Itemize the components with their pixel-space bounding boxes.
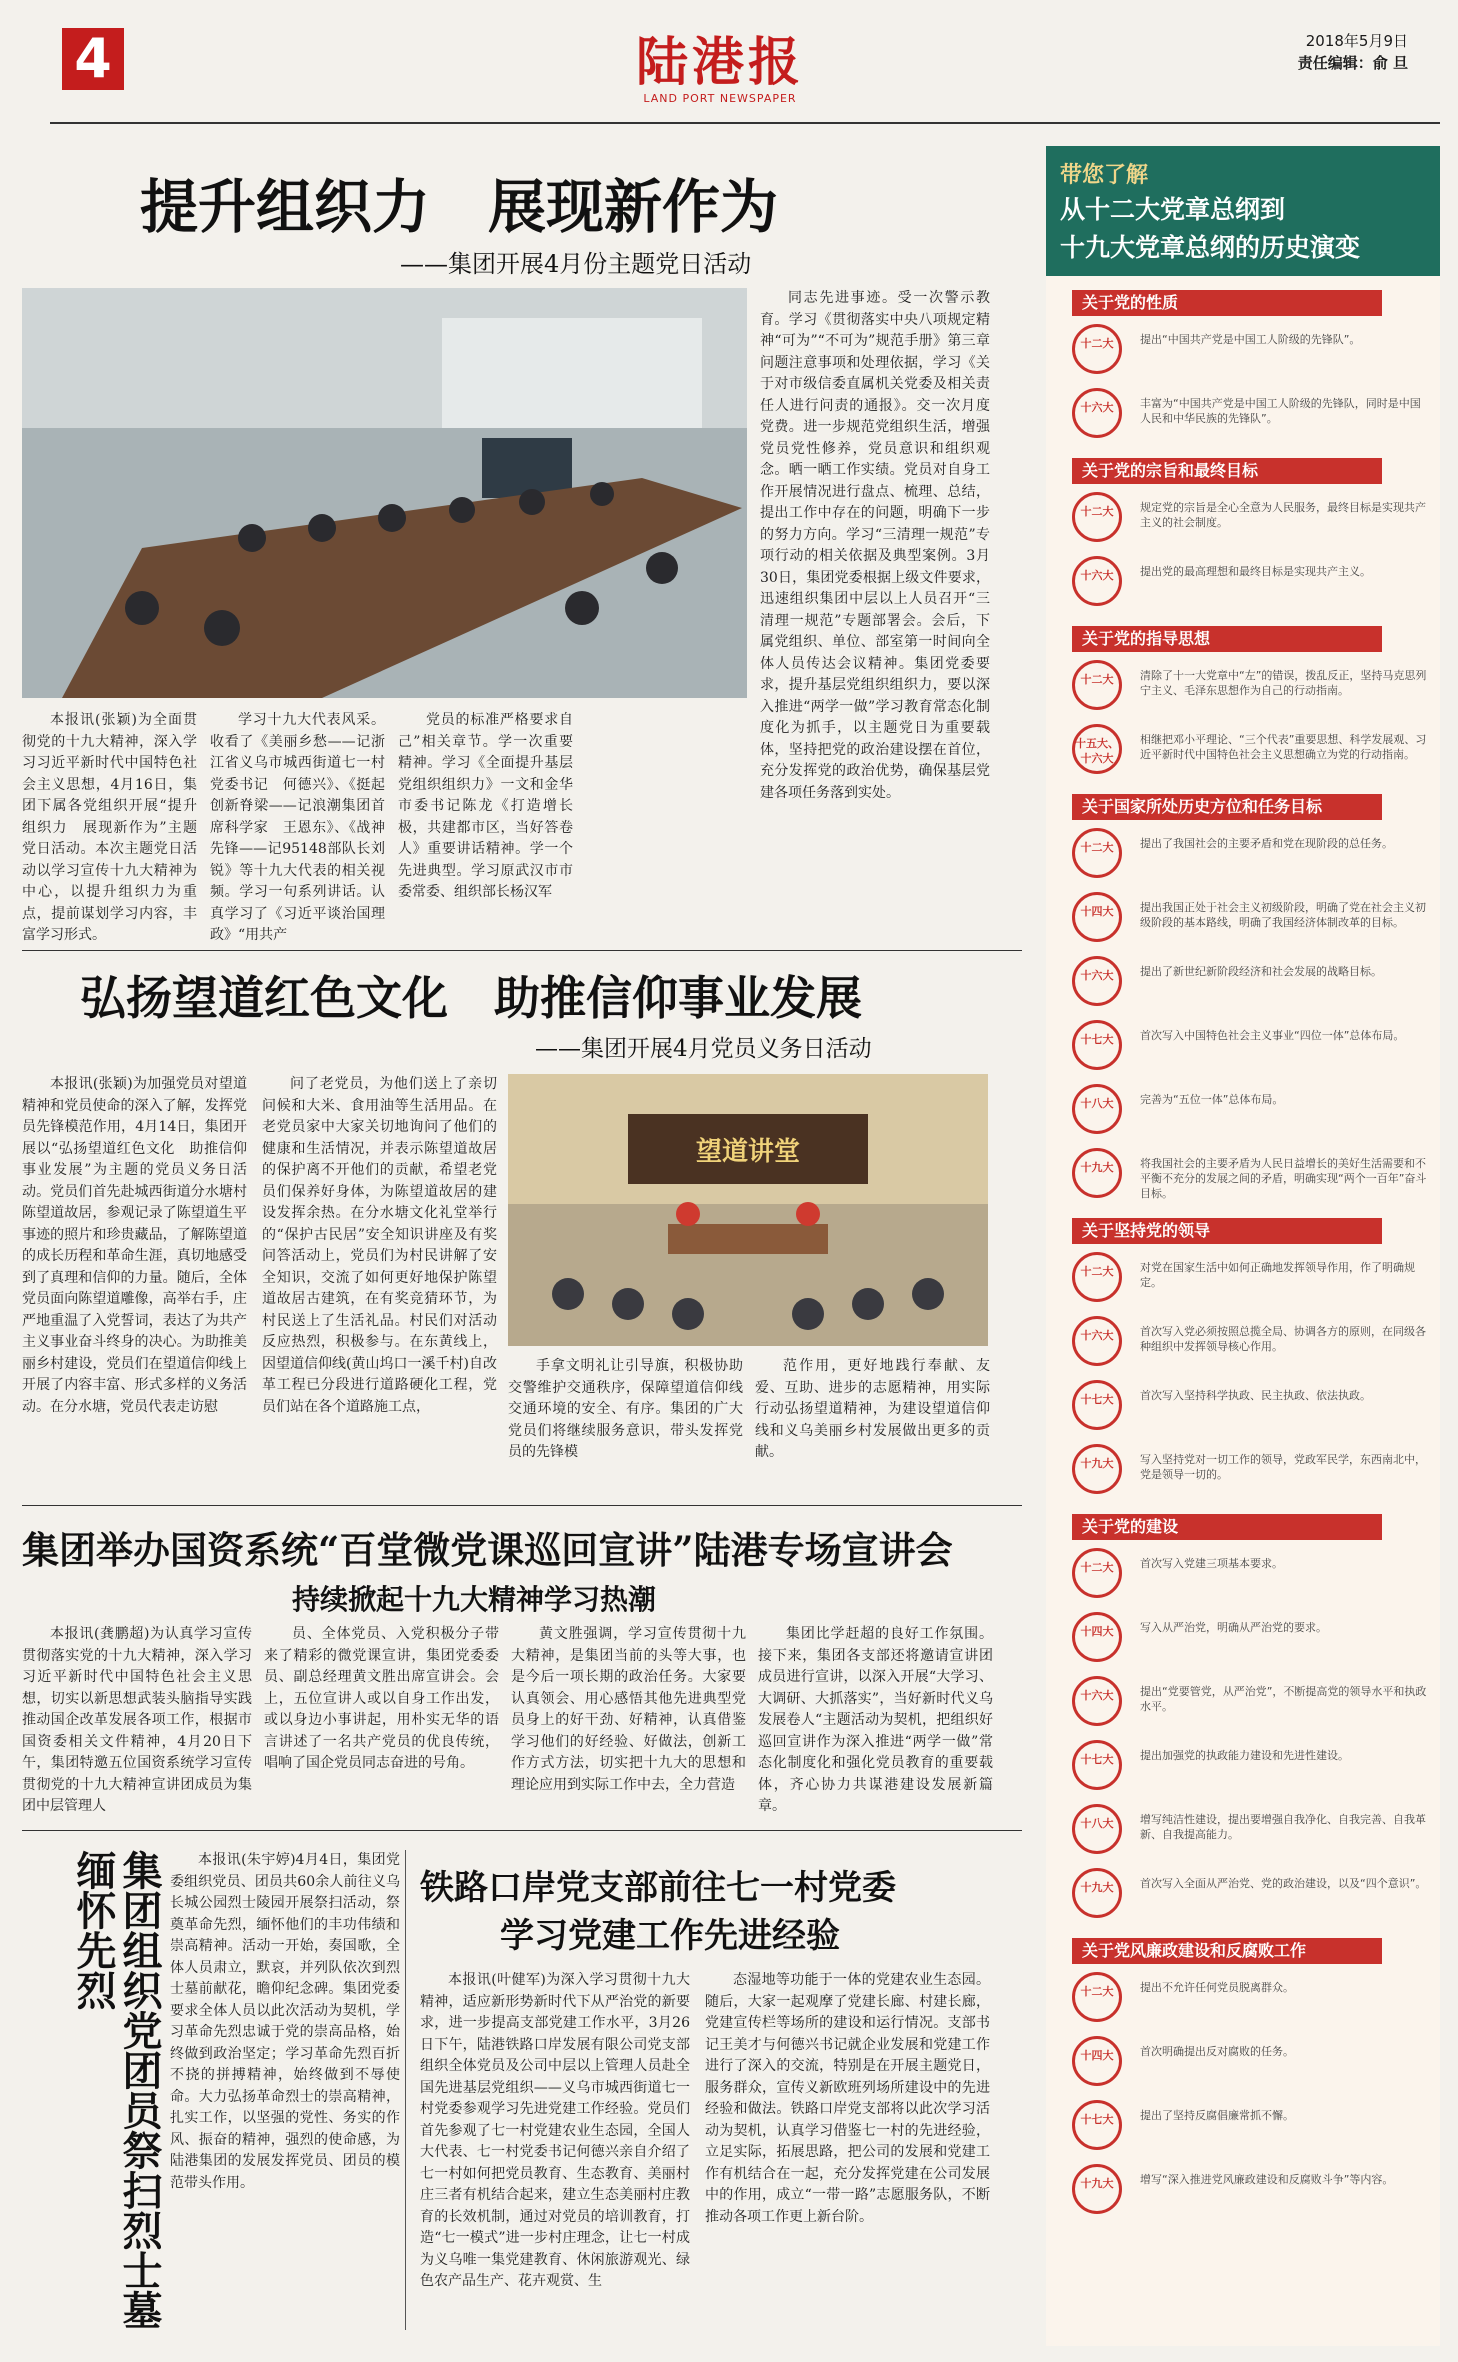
party-seal-icon: 十六大 xyxy=(1072,1676,1122,1726)
sidebar-item-text: 提出加强党的执政能力建设和先进性建设。 xyxy=(1140,1749,1349,1762)
party-seal-icon: 十二大 xyxy=(1072,492,1122,542)
sidebar-item-text: 提出了坚持反腐倡廉常抓不懈。 xyxy=(1140,2109,1294,2122)
newspaper-logo: 陆港报 xyxy=(635,32,804,93)
article3-col1: 本报讯(龚鹏超)为认真学习宣传贯彻落实党的十九大精神，深入学习习近平新时代中国特色社会主义思想，切实以新思想武装头脑指导实践推动国企改革发展各项工作，根据市国资委相关文件精神，4月20日下午，集团特邀五位国资系统学习宣传贯彻党的十九大精神宣讲团成员为集团中层管理人 xyxy=(22,1626,252,1814)
sidebar-item-text: 提出我国正处于社会主义初级阶段，明确了党在社会主义初级阶段的基本路线，明确了我国经济体制改革的目标。 xyxy=(1140,901,1426,929)
party-seal-icon: 十七大 xyxy=(1072,1020,1122,1070)
article1-col1: 本报讯(张颖)为全面贯彻党的十九大精神，深入学习习近平新时代中国特色社会主义思想，4月16日，集团下属各党组织开展“提升组织力 展现新作为”主题党日活动。本次主题党日活动以学习宣传十九大精神为中心，以提升组织力为重点，提前谋划学习内容，丰富学习形式。 xyxy=(22,712,197,943)
party-seal-icon: 十六大 xyxy=(1072,956,1122,1006)
party-seal-icon: 十九大 xyxy=(1072,1868,1122,1918)
sidebar-section-title: 关于党的建设 xyxy=(1072,1514,1382,1540)
sidebar-tag: 带您了解 xyxy=(1060,162,1149,188)
lecture-hall-photo xyxy=(508,1074,988,1346)
responsible-editor: 责任编辑：俞 旦 xyxy=(1297,54,1408,72)
masthead-rule xyxy=(50,122,1440,124)
article1-subtitle: ——集团开展4月份主题党日活动 xyxy=(400,250,752,278)
sidebar-header xyxy=(1046,146,1440,276)
article2-subtitle: ——集团开展4月党员义务日活动 xyxy=(535,1036,872,1062)
article1-photo xyxy=(22,288,747,698)
sidebar-item-text: 提出党的最高理想和最终目标是实现共产主义。 xyxy=(1140,565,1371,578)
newspaper-logo-en: LAND PORT NEWSPAPER xyxy=(643,92,797,105)
party-seal-icon: 十六大 xyxy=(1072,556,1122,606)
party-seal-icon: 十二大 xyxy=(1072,660,1122,710)
divider xyxy=(22,1830,1022,1831)
party-seal-icon: 十七大 xyxy=(1072,2100,1122,2150)
sidebar-item-text: 首次写入党必须按照总揽全局、协调各方的原则，在同级各种组织中发挥领导核心作用。 xyxy=(1140,1325,1426,1353)
article2-col3: 手拿文明礼让引导旗，积极协助交警维护交通秩序，保障望道信仰线交通环境的安全、有序。集团的广大党员们将继续服务意识，带头发挥党员的先锋模 xyxy=(508,1358,743,1460)
party-seal-icon: 十二大 xyxy=(1072,324,1122,374)
issue-date: 2018年5月9日 xyxy=(1305,32,1408,50)
sidebar-section-title: 关于党风廉政建设和反腐败工作 xyxy=(1072,1938,1382,1964)
party-seal-icon: 十八大 xyxy=(1072,1084,1122,1134)
sidebar-item-text: 提出了我国社会的主要矛盾和党在现阶段的总任务。 xyxy=(1140,837,1393,850)
party-seal-icon: 十二大 xyxy=(1072,1252,1122,1302)
party-seal-icon: 十九大 xyxy=(1072,2164,1122,2214)
sidebar-title-line2: 十九大党章总纲的历史演变 xyxy=(1060,233,1361,262)
party-seal-icon: 十二大 xyxy=(1072,1972,1122,2022)
sidebar-item-text: 首次明确提出反对腐败的任务。 xyxy=(1140,2045,1294,2058)
article3-title: 集团举办国资系统“百堂微党课巡回宣讲”陆港专场宣讲会 xyxy=(22,1528,953,1572)
sidebar-section-title: 关于国家所处历史方位和任务目标 xyxy=(1072,794,1382,820)
sidebar-item-text: 丰富为“中国共产党是中国工人阶级的先锋队，同时是中国人民和中华民族的先锋队”。 xyxy=(1140,397,1421,425)
party-seal-icon: 十五大、十六大 xyxy=(1072,724,1122,774)
party-seal-icon: 十四大 xyxy=(1072,2036,1122,2086)
sidebar-item-text: 相继把邓小平理论、“三个代表”重要思想、科学发展观、习近平新时代中国特色社会主义思想确立为党的行动指南。 xyxy=(1140,733,1427,761)
sidebar-item-text: 写入从严治党，明确从严治党的要求。 xyxy=(1140,1621,1327,1634)
article1-title: 提升组织力 展现新作为 xyxy=(140,173,779,241)
party-constitution-sidebar xyxy=(1046,146,1440,2346)
sidebar-item-text: 增写“深入推进党风廉政建设和反腐败斗争”等内容。 xyxy=(1140,2173,1394,2186)
party-seal-icon: 十九大 xyxy=(1072,1148,1122,1198)
article2-col1: 本报讯(张颖)为加强党员对望道精神和党员使命的深入了解，发挥党员先锋模范作用，4月14日，集团开展以“弘扬望道红色文化 助推信仰事业发展”为主题的党员义务日活动。党员们首先赴城西街道分水塘村陈望道故居，参观记录了陈望道生平事迹的照片和珍贵藏品，了解陈望道的成长历程和革命生涯，真切地感受到了真理和信仰的力量。随后，全体党员面向陈望道雕像，高举右手，庄严地重温了入党誓词，表达了为共产主义事业奋斗终身的决心。为助推美丽乡村建设，党员们在望道信仰线上开展了内容丰富、形式多样的义务活动。在分水塘，党员代表走访慰 xyxy=(22,1076,247,1415)
party-seal-icon: 十四大 xyxy=(1072,1612,1122,1662)
sidebar-section-title: 关于党的指导思想 xyxy=(1072,626,1382,652)
sidebar-section-title: 关于党的性质 xyxy=(1072,290,1382,316)
meeting-room-photo xyxy=(22,288,747,698)
sidebar-item-text: 完善为“五位一体”总体布局。 xyxy=(1140,1093,1284,1106)
article5-title-line1: 铁路口岸党支部前往七一村党委 xyxy=(420,1868,896,1908)
party-seal-icon: 十七大 xyxy=(1072,1740,1122,1790)
sidebar-item-text: 提出不允许任何党员脱离群众。 xyxy=(1140,1981,1294,1994)
sidebar-item-text: 提出了新世纪新阶段经济和社会发展的战略目标。 xyxy=(1140,965,1382,978)
sidebar-section-title: 关于党的宗旨和最终目标 xyxy=(1072,458,1382,484)
party-seal-icon: 十二大 xyxy=(1072,828,1122,878)
article5-title-line2: 学习党建工作先进经验 xyxy=(500,1916,840,1956)
sidebar-item-text: 首次写入中国特色社会主义事业“四位一体”总体布局。 xyxy=(1140,1029,1405,1042)
sidebar-item-text: 首次写入党建三项基本要求。 xyxy=(1140,1557,1283,1570)
sidebar-item-text: 写入坚持党对一切工作的领导，党政军民学，东西南北中，党是领导一切的。 xyxy=(1140,1453,1426,1481)
divider xyxy=(22,1505,1022,1506)
article5-col2: 态湿地等功能于一体的党建农业生态园。随后，大家一起观摩了党建长廊、村建长廊，党建宣传栏等场所的建设和运行情况。支部书记王美才与何德兴书记就企业发展和党建工作进行了深入的交流，特别是在开展主题党日，服务群众，宣传义新欧班列场所建设中的先进经验和做法。铁路口岸党支部将以此次学习活动为契机，认真学习借鉴七一村的先进经验，立足实际，拓展思路，把公司的发展和党建工作有机结合在一起，充分发挥党建在公司发展中的作用，成立“一带一路”志愿服务队，不断推动各项工作更上新台阶。 xyxy=(705,1972,990,2225)
article4-title: 集团组织党团员祭扫烈士墓缅怀先烈 xyxy=(70,1850,163,2330)
article2-col4: 范作用，更好地践行奉献、友爱、互助、进步的志愿精神，用实际行动弘扬望道精神，为建设望道信仰线和义乌美丽乡村发展做出更多的贡献。 xyxy=(755,1358,990,1460)
article2-photo xyxy=(508,1074,988,1346)
party-seal-icon: 十九大 xyxy=(1072,1444,1122,1494)
sidebar-item-text: 提出“党要管党，从严治党”，不断提高党的领导水平和执政水平。 xyxy=(1140,1685,1427,1713)
article3-col3: 黄文胜强调，学习宣传贯彻十九大精神，是集团当前的头等大事，也是今后一项长期的政治任务。大家要认真领会、用心感悟其他先进典型党员身上的好干劲、好精神，认真借鉴学习他们的好经验、好做法，创新工作方式方法，切实把十九大的思想和理论应用到实际工作中去，全力营造 xyxy=(511,1626,746,1793)
article3-col4: 集团比学赶超的良好工作氛围。接下来，集团各支部还将邀请宣讲团成员进行宣讲，以深入开展“大学习、大调研、大抓落实”，当好新时代义乌发展卷人“主题活动为契机，把组织好巡回宣讲作为深入推进“两学一做”常态化制度化和强化党员教育的重要载体，齐心协力共谋港建设发展新篇章。 xyxy=(758,1626,993,1814)
article3-col2: 员、全体党员、入党积极分子带来了精彩的微党课宣讲，集团党委委员、副总经理黄文胜出席宣讲会。会上，五位宣讲人或以自身工作出发，或以身边小事讲起，用朴实无华的语言讲述了一名共产党员的优良传统，唱响了国企党员同志奋进的号角。 xyxy=(264,1626,499,1771)
sidebar-item-text: 规定党的宗旨是全心全意为人民服务，最终目标是实现共产主义的社会制度。 xyxy=(1140,501,1426,529)
article4-text: 本报讯(朱宇婷)4月4日，集团党委组织党员、团员共60余人前往义乌长城公园烈士陵园开展祭扫活动，祭奠革命先烈，缅怀他们的丰功伟绩和崇高精神。活动一开始，奏国歌，全体人员肃立，默哀，并列队依次到烈士墓前献花，瞻仰纪念碑。集团党委要求全体人员以此次活动为契机，学习革命先烈忠诚于党的崇高品格，始终做到政治坚定；学习革命先烈百折不挠的拼搏精神，始终做到不辱使命。大力弘扬革命烈士的崇高精神，扎实工作，以坚强的党性、务实的作风、振奋的精神，强烈的使命感，为陆港集团的发展发挥党员、团员的模范带头作用。 xyxy=(170,1852,400,2191)
article1-col2: 学习十九大代表风采。收看了《美丽乡愁——记浙江省义乌市城西街道七一村党委书记 何德兴》、《挺起创新脊梁——记浪潮集团首席科学家 王恩东》、《战神先锋——记95148部队长刘锐》等十九大代表的相关视频。学习一句系列讲话。认真学习了《习近平谈治国理政》“用共产 xyxy=(210,712,385,943)
article3-subtitle: 持续掀起十九大精神学习热潮 xyxy=(292,1583,657,1616)
party-seal-icon: 十七大 xyxy=(1072,1380,1122,1430)
article2-col2: 问了老党员，为他们送上了亲切问候和大米、食用油等生活用品。在老党员家中大家关切地询问了他们的健康和生活情况，并表示陈望道故居的保护离不开他们的贡献，希望老党员们保养好身体，为陈望道故居的建设发挥余热。在分水塘文化礼堂举行的“保护古民居”安全知识讲座及有奖问答活动上，党员们为村民讲解了安全知识，交流了如何更好地保护陈望道故居古建筑，在有奖竞猜环节，为村民送上了生活礼品。村民们对活动反应热烈，积极参与。在东黄线上，因望道信仰线(黄山坞口一溪千村)自改革工程已分段进行道路硬化工程，党员们站在各个道路施工点， xyxy=(262,1076,497,1415)
sidebar-item-text: 对党在国家生活中如何正确地发挥领导作用，作了明确规定。 xyxy=(1140,1261,1415,1289)
party-seal-icon: 十六大 xyxy=(1072,388,1122,438)
sidebar-item-text: 首次写入全面从严治党、党的政治建设，以及“四个意识”。 xyxy=(1140,1877,1427,1890)
article5-col1: 本报讯(叶健军)为深入学习贯彻十九大精神，适应新形势新时代下从严治党的新要求，进一步提高支部党建工作水平，3月26日下午，陆港铁路口岸发展有限公司党支部组织全体党员及公司中层以上管理人员赴全国先进基层党组织——义乌市城西街道七一村党委参观学习先进党建工作经验。党员们首先参观了七一村党建农业生态园，全国人大代表、七一村党委书记何德兴亲自介绍了七一村如何把党员教育、生态教育、美丽村庄三者有机结合起来，建立生态美丽村庄教育的长效机制，通过对党员的培训教育，打造“七一模式”进一步村庄理念，让七一村成为义乌唯一集党建教育、休闲旅游观光、绿色农产品生产、花卉观赏、生 xyxy=(420,1972,690,2289)
sidebar-item-text: 提出“中国共产党是中国工人阶级的先锋队”。 xyxy=(1140,333,1361,346)
sidebar-item-text: 首次写入坚持科学执政、民主执政、依法执政。 xyxy=(1140,1389,1371,1402)
sidebar-item-text: 清除了十一大党章中“左”的错误，拨乱反正，坚持马克思列宁主义、毛泽东思想作为自己的行动指南。 xyxy=(1140,669,1427,697)
sidebar-item-text: 增写纯洁性建设，提出要增强自我净化、自我完善、自我革新、自我提高能力。 xyxy=(1140,1813,1426,1841)
sidebar-item-text: 将我国社会的主要矛盾为人民日益增长的美好生活需要和不平衡不充分的发展之间的矛盾，明确实现“两个一百年”奋斗目标。 xyxy=(1140,1157,1427,1200)
party-seal-icon: 十四大 xyxy=(1072,892,1122,942)
party-seal-icon: 十二大 xyxy=(1072,1548,1122,1598)
sidebar-title-line1: 从十二大党章总纲到 xyxy=(1060,195,1286,224)
divider xyxy=(22,950,1022,951)
party-seal-icon: 十六大 xyxy=(1072,1316,1122,1366)
lecture-hall-sign: 望道讲堂 xyxy=(695,1137,801,1167)
party-seal-icon: 十八大 xyxy=(1072,1804,1122,1854)
page-number: 4 xyxy=(62,28,124,90)
article1-col3: 党员的标准严格要求自己”相关章节。学一次重要精神。学习《全面提升基层党组织组织力》一文和金华市委书记陈龙《打造增长极，共建都市区，当好答卷人》重要讲话精神。学一个先进典型。学习原武汉市市委常委、组织部长杨汉军 xyxy=(398,712,573,900)
article1-col4: 同志先进事迹。受一次警示教育。学习《贯彻落实中央八项规定精神“可为”“不可为”规范手册》第三章问题注意事项和处理依据，学习《关于对市级信委直属机关党委及相关责任人进行问责的通报》。交一次月度党费。进一步规范党组织生活，增强党员党性修养，党员意识和组织观念。晒一晒工作实绩。党员对自身工作开展情况进行盘点、梳理、总结，提出工作中存在的问题，明确下一步的努力方向。学习“三清理一规范”专项行动的相关依据及典型案例。3月30日，集团党委根据上级文件要求，迅速组织集团中层以上人员召开“三清理一规范”专题部署会。会后，下属党组织、单位、部室第一时间向全体人员传达会议精神。集团党委要求，提升基层党组织组织力，要以深入推进“两学一做”学习教育常态化制度化为抓手，以主题党日为重要载体，坚持把党的政治建设摆在首位，充分发挥党的政治优势，确保基层党建各项任务落到实处。 xyxy=(760,290,990,801)
column-divider xyxy=(405,1850,406,2330)
article2-title: 弘扬望道红色文化 助推信仰事业发展 xyxy=(80,971,862,1025)
sidebar-section-title: 关于坚持党的领导 xyxy=(1072,1218,1382,1244)
